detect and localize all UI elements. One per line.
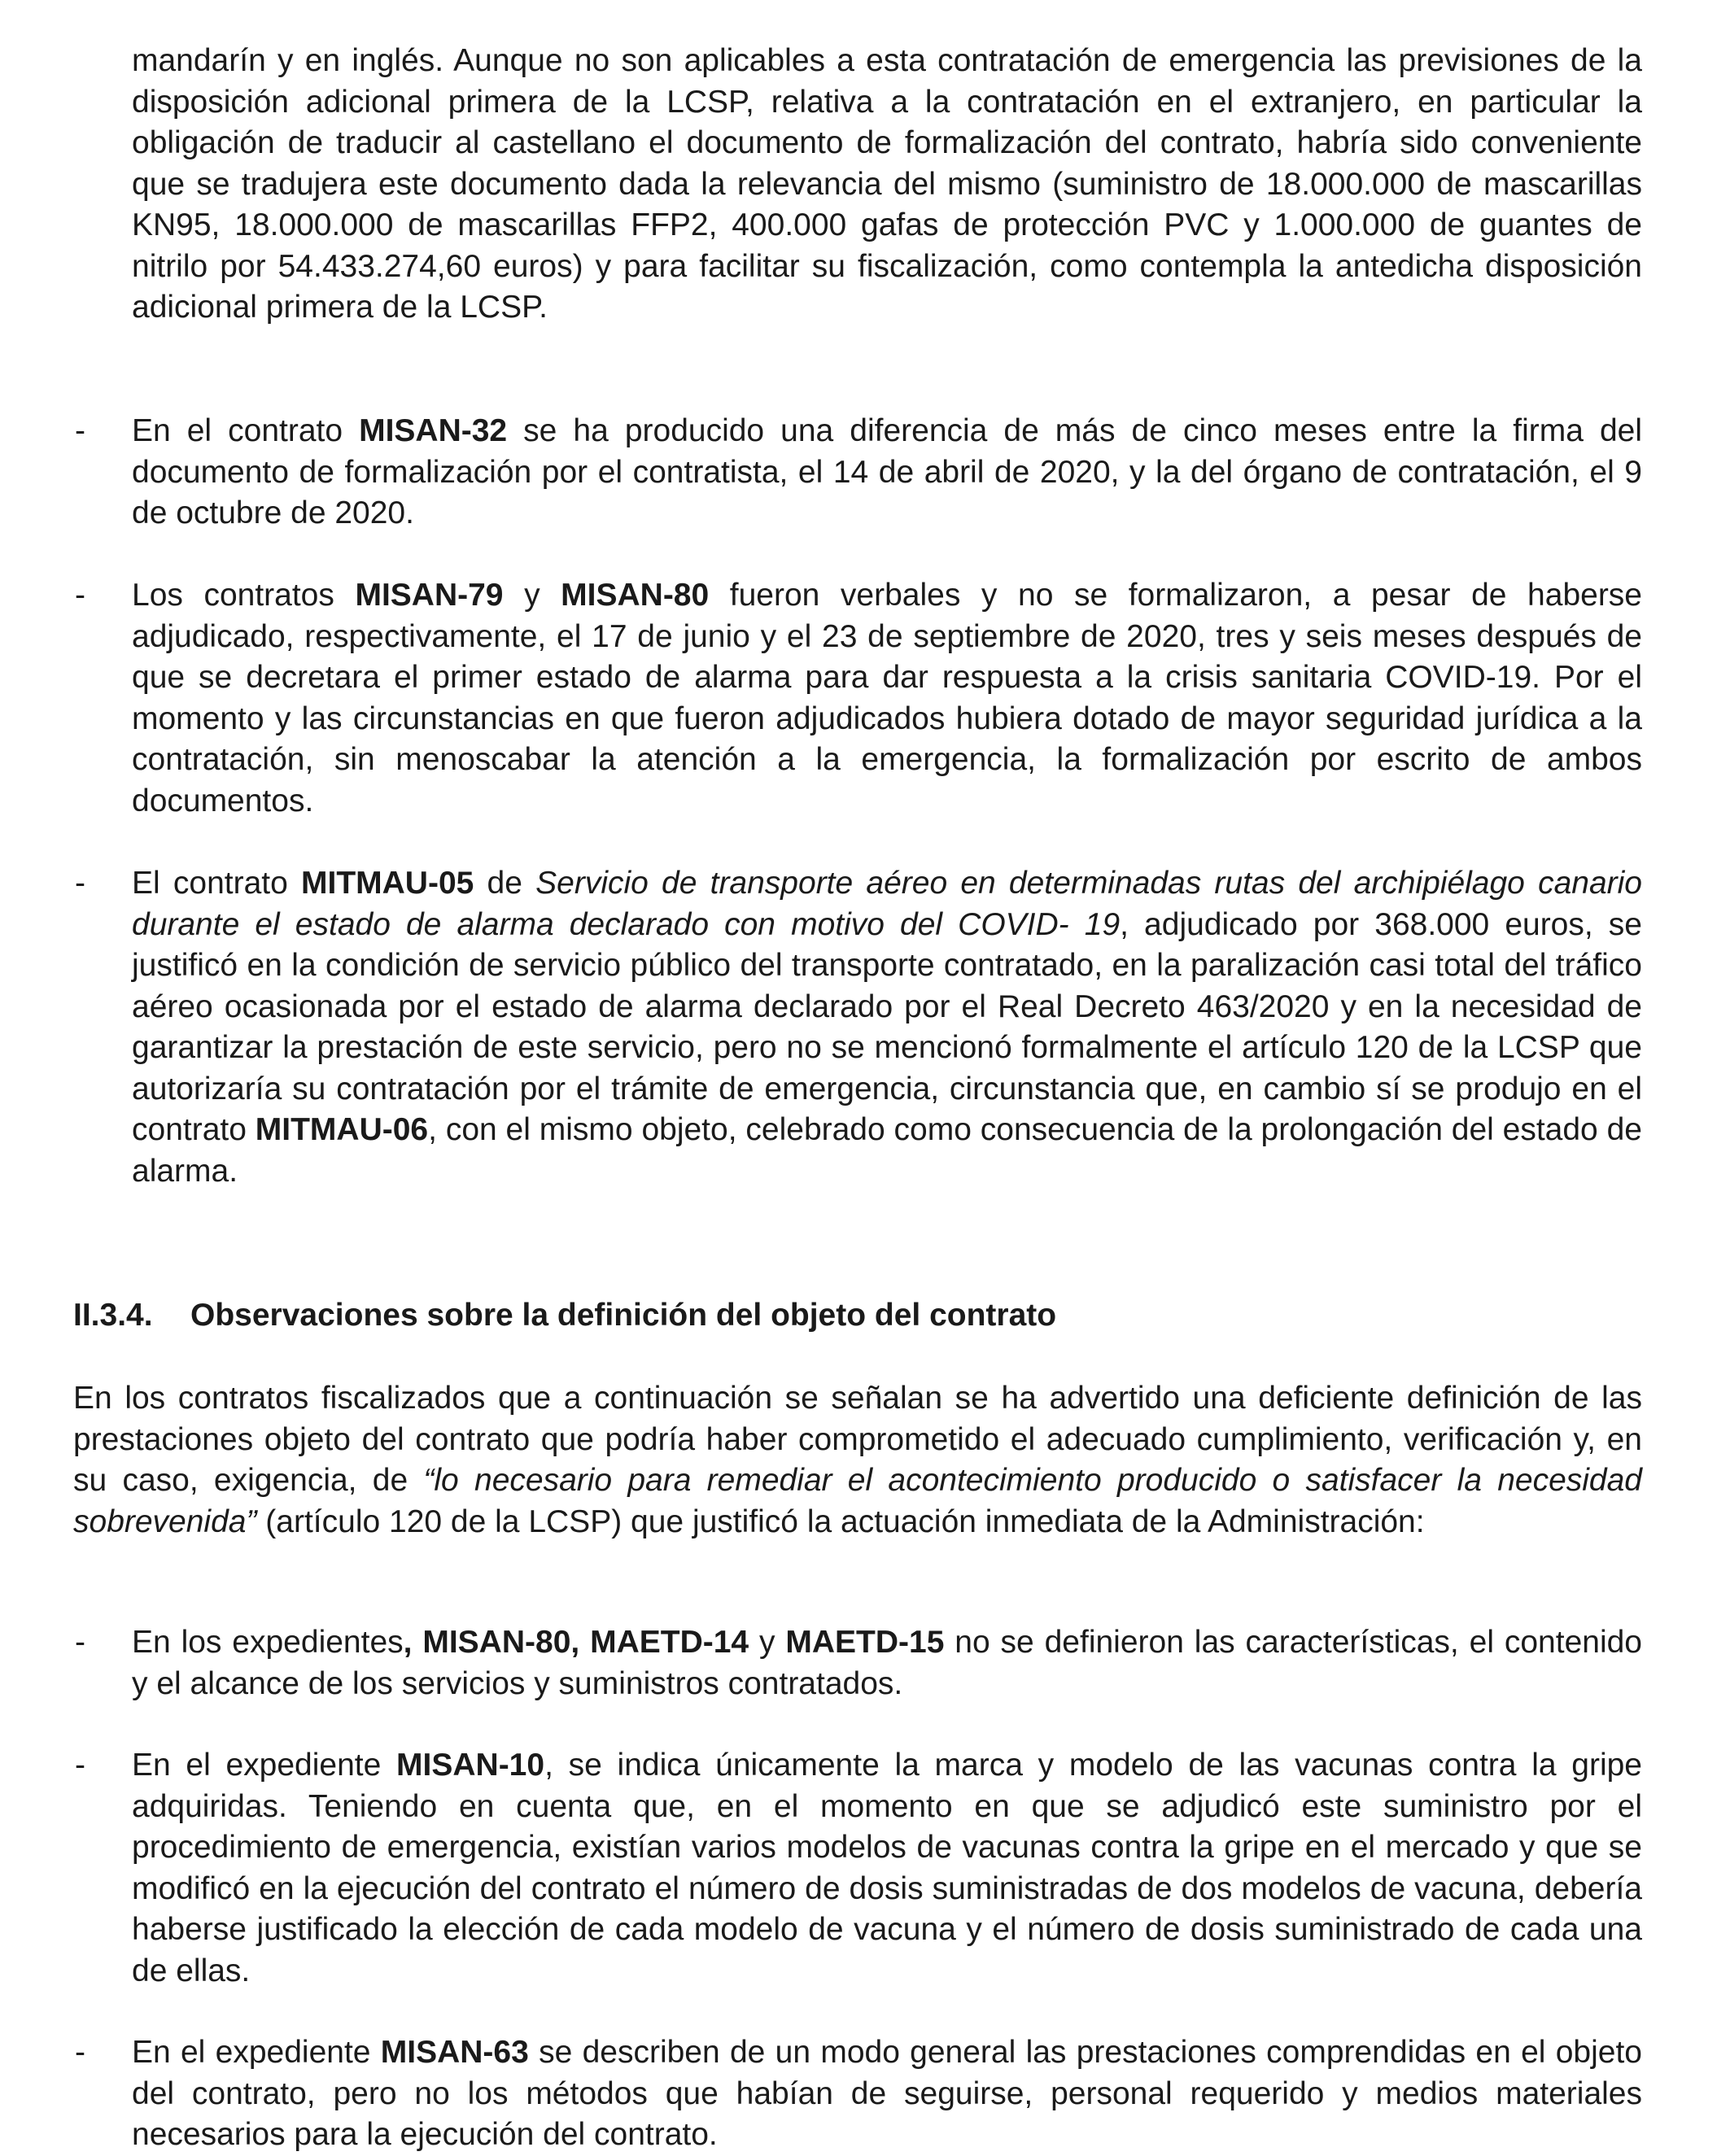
contract-code: MISAN-32 (359, 413, 508, 448)
bullet-dash: - (75, 578, 85, 613)
contract-code: MITMAU-05 (301, 866, 474, 901)
text-run: (artículo 120 de la LCSP) que justificó la actuación inmediata de la Administración: (256, 1504, 1425, 1539)
bullet-dash: - (75, 413, 85, 448)
text-run: de (474, 866, 536, 901)
text-run: En los contratos fiscalizados que a continuación se señalan se ha advertido una deficiente definición de las prestaciones objeto del contrato que podría haber comprometido el adecuado cumplimiento, verificación y, en su caso, exigencia, de (73, 1381, 1642, 1498)
text-run: Los contratos (132, 578, 356, 613)
list-item-mitmau-05 (132, 863, 1642, 1192)
list-item-misan-63 (132, 2032, 1642, 2156)
text-run: , con el mismo objeto, celebrado como consecuencia de la prolongación del estado de alarma. (132, 1112, 1642, 1189)
list-item-misan-10 (132, 1745, 1642, 1992)
text-run: no se definieron las características, el contenido y el alcance de los servicios y suministros contratados. (132, 1625, 1642, 1701)
contract-code: MISAN-80 (561, 578, 710, 613)
text-run: En el contrato (132, 413, 360, 448)
bullet-dash: - (75, 1625, 85, 1660)
contract-title: Servicio de transporte aéreo en determinadas rutas del archipiélago canario durante el estado de alarma declarado con motivo del COVID- 19 (132, 866, 1642, 942)
text-run: y (503, 578, 561, 613)
text-run: , se indica únicamente la marca y modelo de las vacunas contra la gripe adquiridas. Teniendo en cuenta que, en el momento en que se adjudicó este suministro por el procedimiento de emergencia, existían varios modelos de vacunas contra la gripe en el mercado y que se modificó en la ejecución del contrato el número de dosis suministradas de dos modelos de vacuna, debería haberse justificado la elección de cada modelo de vacuna y el número de dosis suministrado de cada una de ellas. (132, 1748, 1642, 1988)
bullet-dash: - (75, 866, 85, 901)
text-run: En el expediente (132, 1748, 397, 1783)
text-run: El contrato (132, 866, 301, 901)
text-run: se ha producido una diferencia de más de cinco meses entre la firma del documento de formalización por el contratista, el 14 de abril de 2020, y la del órgano de contratación, el 9 de octubre de 2020. (132, 413, 1642, 530)
contract-code: , MISAN-80, MAETD-14 (403, 1625, 749, 1660)
text-run: y (749, 1625, 786, 1660)
contract-code: MISAN-79 (355, 578, 504, 613)
section-heading (73, 1295, 1056, 1336)
contract-code: MAETD-15 (785, 1625, 945, 1660)
bullet-dash: - (75, 2035, 85, 2070)
section-title: Observaciones sobre la definición del objeto del contrato (190, 1298, 1057, 1333)
section-number: II.3.4. (73, 1298, 153, 1333)
text-run: fueron verbales y no se formalizaron, a pesar de haberse adjudicado, respectivamente, el 17 de junio y el 23 de septiembre de 2020, tres y seis meses después de que se decretara el primer estado de alarma para dar respuesta a la crisis sanitaria COVID-19. Por el momento y las circunstancias en que fueron adjudicados hubiera dotado de mayor seguridad jurídica a la contratación, sin menoscabar la atención a la emergencia, la formalización por escrito de ambos documentos. (132, 578, 1642, 818)
list-item-misan-79-80 (132, 575, 1642, 822)
intro-paragraph (73, 1378, 1642, 1543)
contract-code: MISAN-10 (396, 1748, 545, 1783)
text-run: se describen de un modo general las prestaciones comprendidas en el objeto del contrato, pero no los métodos que habían de seguirse, personal requerido y medios materiales necesarios para la ejecución del contrato. (132, 2035, 1642, 2152)
text-run: En los expedientes (132, 1625, 404, 1660)
text-run: En el expediente (132, 2035, 381, 2070)
contract-code: MITMAU-06 (255, 1112, 429, 1147)
contract-code: MISAN-63 (380, 2035, 529, 2070)
list-item-maetd (132, 1622, 1642, 1704)
paragraph-text: mandarín y en inglés. Aunque no son aplicables a esta contratación de emergencia las previsiones de la disposición adicional primera de la LCSP, relativa a la contratación en el extranjero, en particular la obligación de traducir al castellano el documento de formalización del contrato, habría sido conveniente que se tradujera este documento dada la relevancia del mismo (suministro de 18.000.000 de mascarillas KN95, 18.000.000 de mascarillas FFP2, 400.000 gafas de protección PVC y 1.000.000 de guantes de nitrilo por 54.433.274,60 euros) y para facilitar su fiscalización, como contempla la antedicha disposición adicional primera de la LCSP. (132, 43, 1642, 325)
text-run: , adjudicado por 368.000 euros, se justificó en la condición de servicio público del transporte contratado, en la paralización casi total del tráfico aéreo ocasionada por el estado de alarma declarado por el Real Decreto 463/2020 y en la necesidad de garantizar la prestación de este servicio, pero no se mencionó formalmente el artículo 120 de la LCSP que autorizaría su contratación por el trámite de emergencia, circunstancia que, en cambio sí se produjo en el contrato (132, 906, 1642, 1147)
continuation-paragraph (132, 41, 1642, 329)
bullet-dash: - (75, 1748, 85, 1783)
list-item-misan-32 (132, 411, 1642, 535)
quoted-text: “lo necesario para remediar el acontecimiento producido o satisfacer la necesidad sobrevenida” (73, 1463, 1642, 1539)
